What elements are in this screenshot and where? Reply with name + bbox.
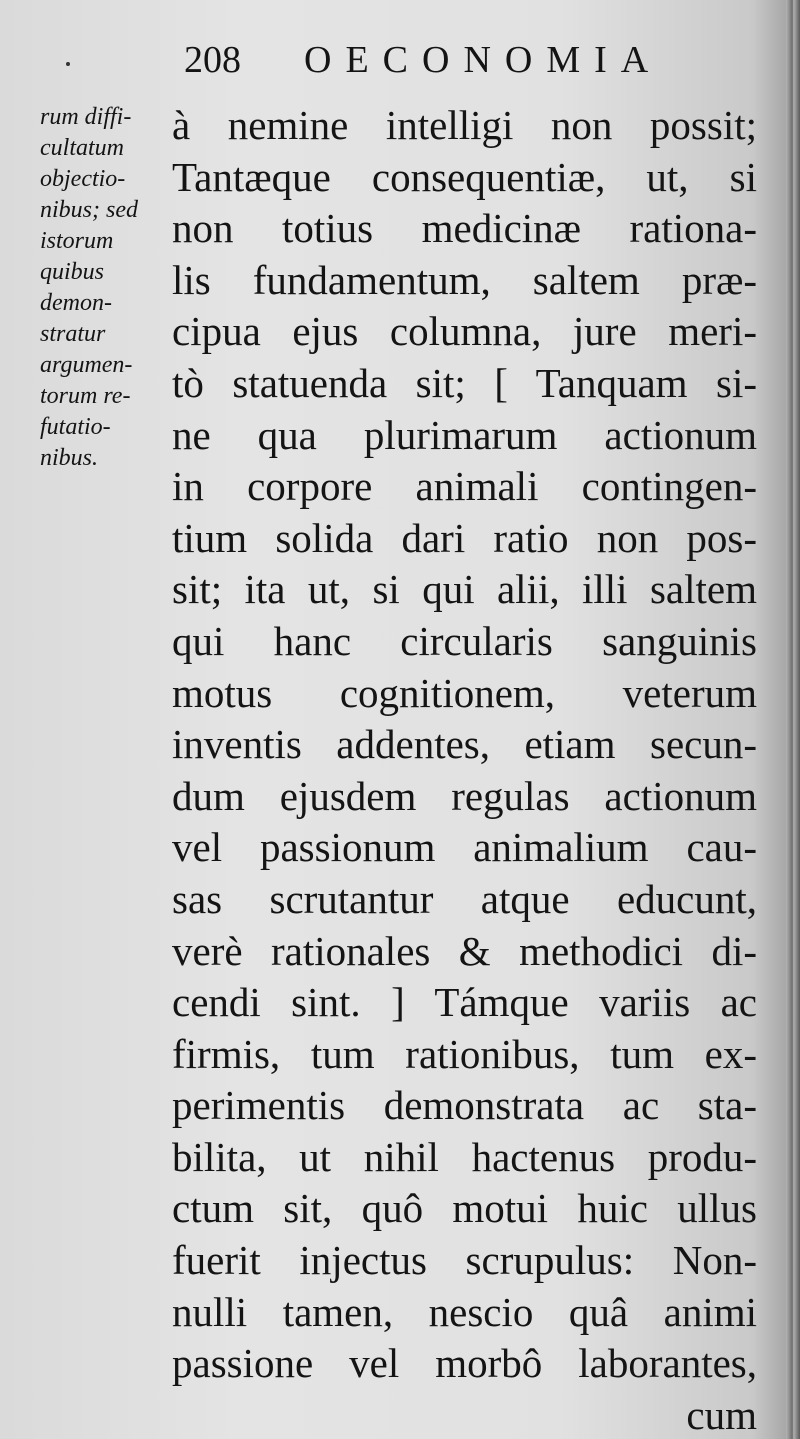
text-line: vel passionum animalium cau- bbox=[172, 824, 757, 871]
text-line: passione vel morbô laborantes, bbox=[172, 1340, 757, 1387]
text-line: Tantæque consequentiæ, ut, si bbox=[172, 153, 757, 200]
page-number: 208 bbox=[184, 39, 241, 81]
margin-note-line: nibus; sed bbox=[40, 197, 138, 223]
text-line: fuerit injectus scrupulus: Non- bbox=[172, 1237, 757, 1284]
text-line: à nemine intelligi non possit; bbox=[172, 102, 757, 148]
running-head bbox=[184, 38, 662, 98]
margin-note-line: nibus. bbox=[40, 445, 99, 471]
text-line: sit; ita ut, si qui alii, illi saltem bbox=[172, 566, 757, 613]
running-title: OECONOMIA bbox=[304, 39, 663, 81]
margin-note-line: cultatum bbox=[40, 135, 124, 161]
text-line: non totius medicinæ rationa- bbox=[172, 205, 757, 252]
margin-note-line: torum re- bbox=[40, 383, 131, 409]
text-line: lis fundamentum, saltem præ- bbox=[172, 256, 757, 303]
margin-note-line: quibus bbox=[40, 259, 105, 285]
text-line: inventis addentes, etiam secun- bbox=[172, 721, 757, 768]
margin-note-line: istorum bbox=[40, 228, 114, 254]
margin-note-line: futatio- bbox=[40, 414, 111, 440]
text-line: perimentis demonstrata ac sta- bbox=[172, 1082, 757, 1129]
text-line: firmis, tum rationibus, tum ex- bbox=[172, 1030, 757, 1077]
margin-note-line: objectio- bbox=[40, 166, 126, 192]
margin-note-line: stratur bbox=[40, 321, 106, 347]
text-line: sas scrutantur atque educunt, bbox=[172, 875, 757, 922]
ink-dot bbox=[66, 62, 70, 66]
text-line: ctum sit, quô motui huic ullus bbox=[172, 1185, 757, 1232]
text-line: bilita, ut nihil hactenus produ- bbox=[172, 1133, 757, 1180]
margin-note-line: rum diffi- bbox=[40, 104, 132, 130]
margin-note bbox=[40, 102, 180, 474]
catchword: cum bbox=[686, 1391, 757, 1438]
margin-note-line: demon- bbox=[40, 290, 112, 316]
text-line: motus cognitionem, veterum bbox=[172, 669, 757, 716]
text-line: cendi sint. ] Támque variis ac bbox=[172, 979, 757, 1026]
text-line: nulli tamen, nescio quâ animi bbox=[172, 1288, 757, 1335]
text-line: dum ejusdem regulas actionum bbox=[172, 772, 757, 819]
text-line: ne qua plurimarum actionum bbox=[172, 411, 757, 458]
text-line: verè rationales & methodici di- bbox=[172, 927, 757, 974]
text-line: tium solida dari ratio non pos- bbox=[172, 514, 757, 561]
margin-note-line: argumen- bbox=[40, 352, 133, 378]
body-text bbox=[172, 100, 757, 1439]
text-line: qui hanc circularis sanguinis bbox=[172, 617, 757, 664]
text-line: in corpore animali contingen- bbox=[172, 463, 757, 510]
text-line: tò statuenda sit; [ Tanquam si- bbox=[172, 359, 757, 406]
page-edge bbox=[786, 0, 800, 1439]
text-line: cipua ejus columna, jure meri- bbox=[172, 308, 757, 355]
